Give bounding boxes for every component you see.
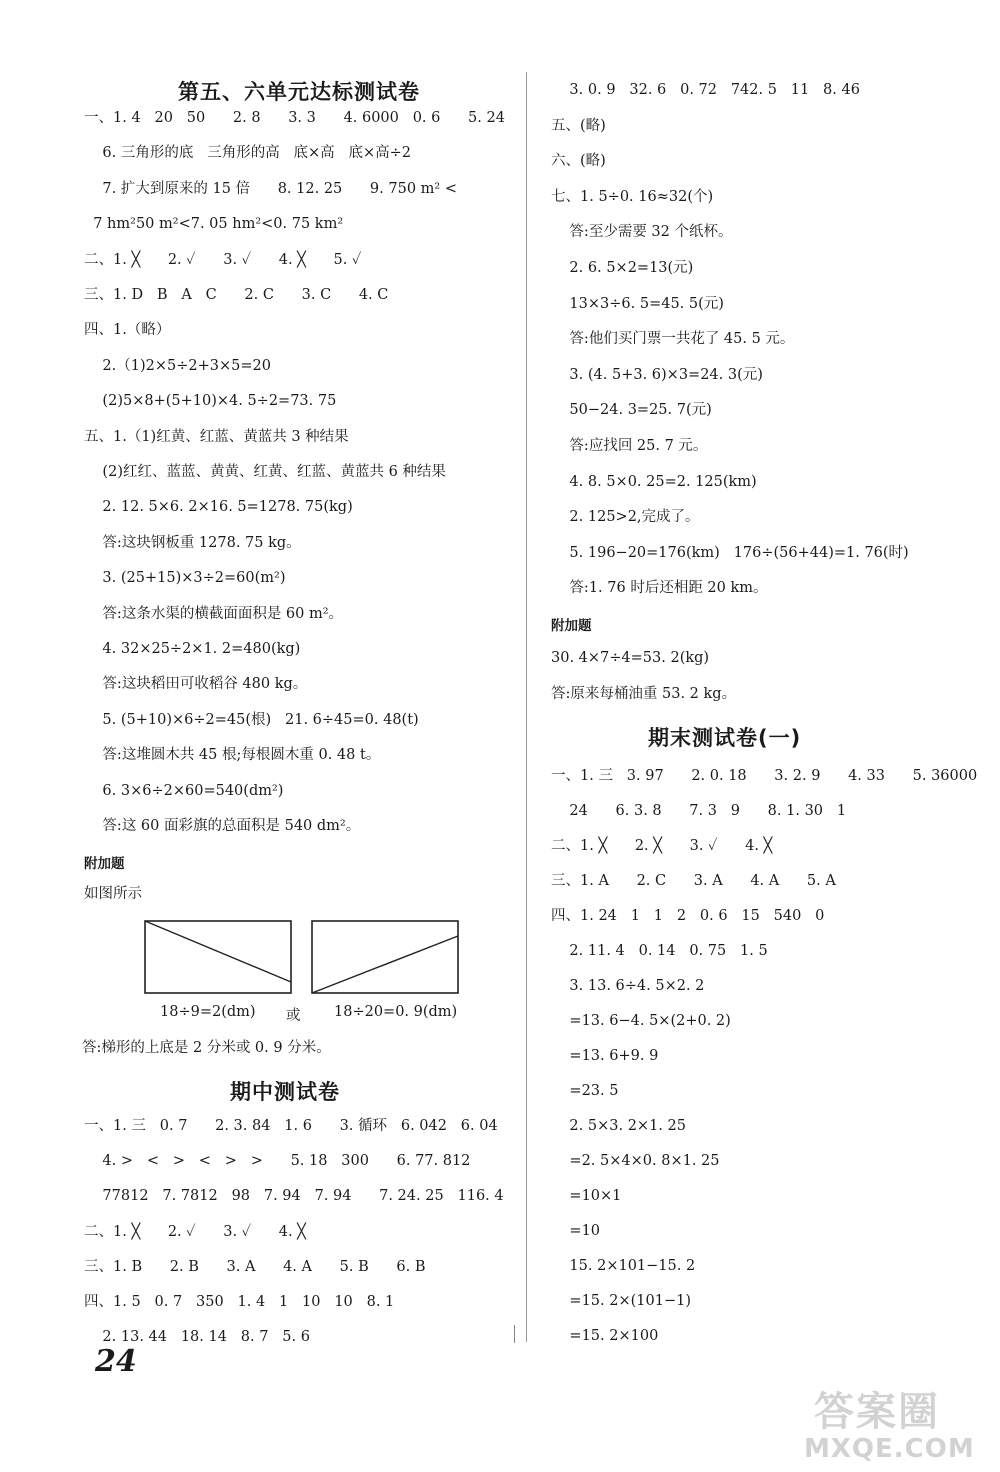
- answer-line: 三、1. B 2. B 3. A 4. A 5. B 6. B: [84, 1258, 426, 1275]
- answer-line: 一、1. 4 20 50 2. 8 3. 3 4. 6000 0. 6 5. 24: [84, 110, 505, 126]
- answer-line: 13×3÷6. 5=45. 5(元): [551, 295, 724, 312]
- answer-line: 3. 0. 9 32. 6 0. 72 742. 5 11 8. 46: [551, 82, 860, 98]
- answer-line: 24 6. 3. 8 7. 3 9 8. 1. 30 1: [551, 803, 847, 819]
- answer-line: =2. 5×4×0. 8×1. 25: [551, 1153, 720, 1169]
- answer-line: 答:这 60 面彩旗的总面积是 540 dm²。: [84, 818, 361, 834]
- answer-line: 2. 6. 5×2=13(元): [551, 260, 694, 276]
- answer-line: 15. 2×101−15. 2: [551, 1258, 696, 1274]
- answer-line: 7. 扩大到原来的 15 倍 8. 12. 25 9. 750 m² <: [84, 180, 457, 197]
- answer-line: 二、1. ╳ 2. ╳ 3. ✓ 4. ╳: [551, 838, 773, 854]
- answer-line: 四、1. 5 0. 7 350 1. 4 1 10 10 8. 1: [84, 1294, 395, 1310]
- figure-caption-right: 18÷20=0. 9(dm): [334, 1004, 458, 1020]
- answer-line: 答:至少需要 32 个纸杯。: [551, 224, 733, 241]
- answer-line: =23. 5: [551, 1083, 619, 1099]
- answer-line: 答:他们买门票一共花了 45. 5 元。: [551, 331, 795, 348]
- answer-line: =15. 2×(101−1): [551, 1293, 691, 1309]
- answer-line: =10: [551, 1223, 601, 1239]
- answer-line: 2. 12. 5×6. 2×16. 5=1278. 75(kg): [84, 499, 353, 516]
- answer-line: 7 hm²50 m²<7. 05 hm²<0. 75 km²: [84, 216, 344, 233]
- column-divider: [526, 72, 527, 1342]
- section-title-unit5-6: 第五、六单元达标测试卷: [178, 80, 420, 104]
- answer-line: 77812 7. 7812 98 7. 94 7. 94 7. 24. 25 116. 4: [84, 1188, 504, 1205]
- answer-line: 四、1. 24 1 1 2 0. 6 15 540 0: [551, 908, 825, 924]
- answer-line: =13. 6−4. 5×(2+0. 2): [551, 1013, 731, 1029]
- answer-line: 六、(略): [551, 153, 606, 170]
- answer-line: 30. 4×7÷4=53. 2(kg): [551, 650, 710, 666]
- answer-line: =13. 6+9. 9: [551, 1048, 659, 1064]
- watermark-title: 答案圈: [814, 1389, 940, 1435]
- answer-line: (2)红红、蓝蓝、黄黄、红黄、红蓝、黄蓝共 6 种结果: [84, 464, 446, 480]
- left-bonus-label: 附加题: [84, 856, 125, 872]
- answer-line: 2. 11. 4 0. 14 0. 75 1. 5: [551, 943, 768, 959]
- page-number: 24: [95, 1344, 137, 1379]
- answer-line: 2. 5×3. 2×1. 25: [551, 1118, 686, 1134]
- watermark: [800, 1378, 1000, 1472]
- answer-line: 答:1. 76 时后还相距 20 km。: [551, 580, 768, 597]
- answer-line: 七、1. 5÷0. 16≈32(个): [551, 188, 714, 205]
- answer-line: 2. 125>2,完成了。: [551, 509, 700, 526]
- answer-line: 答:这块钢板重 1278. 75 kg。: [84, 534, 301, 551]
- answer-line: 4. > < > < > > 5. 18 300 6. 77. 812: [84, 1153, 471, 1170]
- answer-line: 五、(略): [551, 117, 606, 134]
- watermark-url: MXQE.COM: [804, 1434, 975, 1464]
- answer-line: 答:这条水渠的横截面面积是 60 m²。: [84, 605, 344, 622]
- answer-line: 答:这块稻田可收稻谷 480 kg。: [84, 676, 308, 693]
- section-title-midterm: 期中测试卷: [230, 1080, 340, 1104]
- column-divider-bottom: [514, 1325, 515, 1343]
- answer-line: 二、1. ╳ 2. ✓ 3. ✓ 4. ╳: [84, 1223, 306, 1240]
- answer-line: 答:这堆圆木共 45 根;每根圆木重 0. 48 t。: [84, 747, 381, 764]
- answer-line: 3. (4. 5+3. 6)×3=24. 3(元): [551, 366, 763, 383]
- section-title-final-1: 期末测试卷(一): [648, 726, 802, 750]
- answer-line: 2. 13. 44 18. 14 8. 7 5. 6: [84, 1329, 310, 1346]
- answer-line: 三、1. A 2. C 3. A 4. A 5. A: [551, 873, 836, 889]
- answer-line: 三、1. D B A C 2. C 3. C 4. C: [84, 287, 389, 303]
- answer-line: 4. 32×25÷2×1. 2=480(kg): [84, 641, 301, 657]
- answer-line: =15. 2×100: [551, 1328, 659, 1344]
- answer-line: 一、1. 三 0. 7 2. 3. 84 1. 6 3. 循环 6. 042 6. 04: [84, 1118, 498, 1134]
- trapezoid-figure: [140, 918, 470, 1000]
- answer-line: 五、1.（1)红黄、红蓝、黄蓝共 3 种结果: [84, 428, 349, 445]
- answer-line: 3. (25+15)×3÷2=60(m²): [84, 570, 286, 587]
- answer-line: 50−24. 3=25. 7(元): [551, 402, 712, 419]
- answer-line: 5. (5+10)×6÷2=45(根) 21. 6÷45=0. 48(t): [84, 711, 419, 728]
- answer-line: 二、1. ╳ 2. ✓ 3. ✓ 4. ╳ 5. ✓: [84, 251, 362, 268]
- answer-line: 5. 196−20=176(km) 176÷(56+44)=1. 76(时): [551, 544, 909, 561]
- answer-line: 一、1. 三 3. 97 2. 0. 18 3. 2. 9 4. 33 5. 36000: [551, 768, 978, 784]
- diagonal-left: [145, 921, 291, 982]
- answer-line: 2.（1)2×5÷2+3×5=20: [84, 357, 271, 374]
- rectangle-left: [145, 921, 291, 993]
- answer-line: 4. 8. 5×0. 25=2. 125(km): [551, 473, 757, 490]
- rectangle-right: [312, 921, 458, 993]
- answer-line: (2)5×8+(5+10)×4. 5÷2=73. 75: [84, 393, 337, 410]
- left-bonus-text: 如图所示: [84, 886, 142, 902]
- answer-line: 6. 3×6÷2×60=540(dm²): [84, 782, 284, 799]
- answer-line: 答:应找回 25. 7 元。: [551, 438, 708, 454]
- answer-line: 答:原来每桶油重 53. 2 kg。: [551, 685, 737, 702]
- diagonal-right: [312, 936, 458, 993]
- answer-line: 6. 三角形的底 三角形的高 底×高 底×高÷2: [84, 145, 412, 162]
- figure-caption-left: 18÷9=2(dm): [160, 1004, 256, 1020]
- figure-answer: 答:梯形的上底是 2 分米或 0. 9 分米。: [82, 1040, 331, 1056]
- answer-line: =10×1: [551, 1188, 622, 1204]
- answer-line: 四、1.（略）: [84, 322, 171, 339]
- right-bonus-label: 附加题: [551, 618, 592, 634]
- figure-caption-or: 或: [286, 1008, 301, 1024]
- answer-line: 3. 13. 6÷4. 5×2. 2: [551, 978, 705, 994]
